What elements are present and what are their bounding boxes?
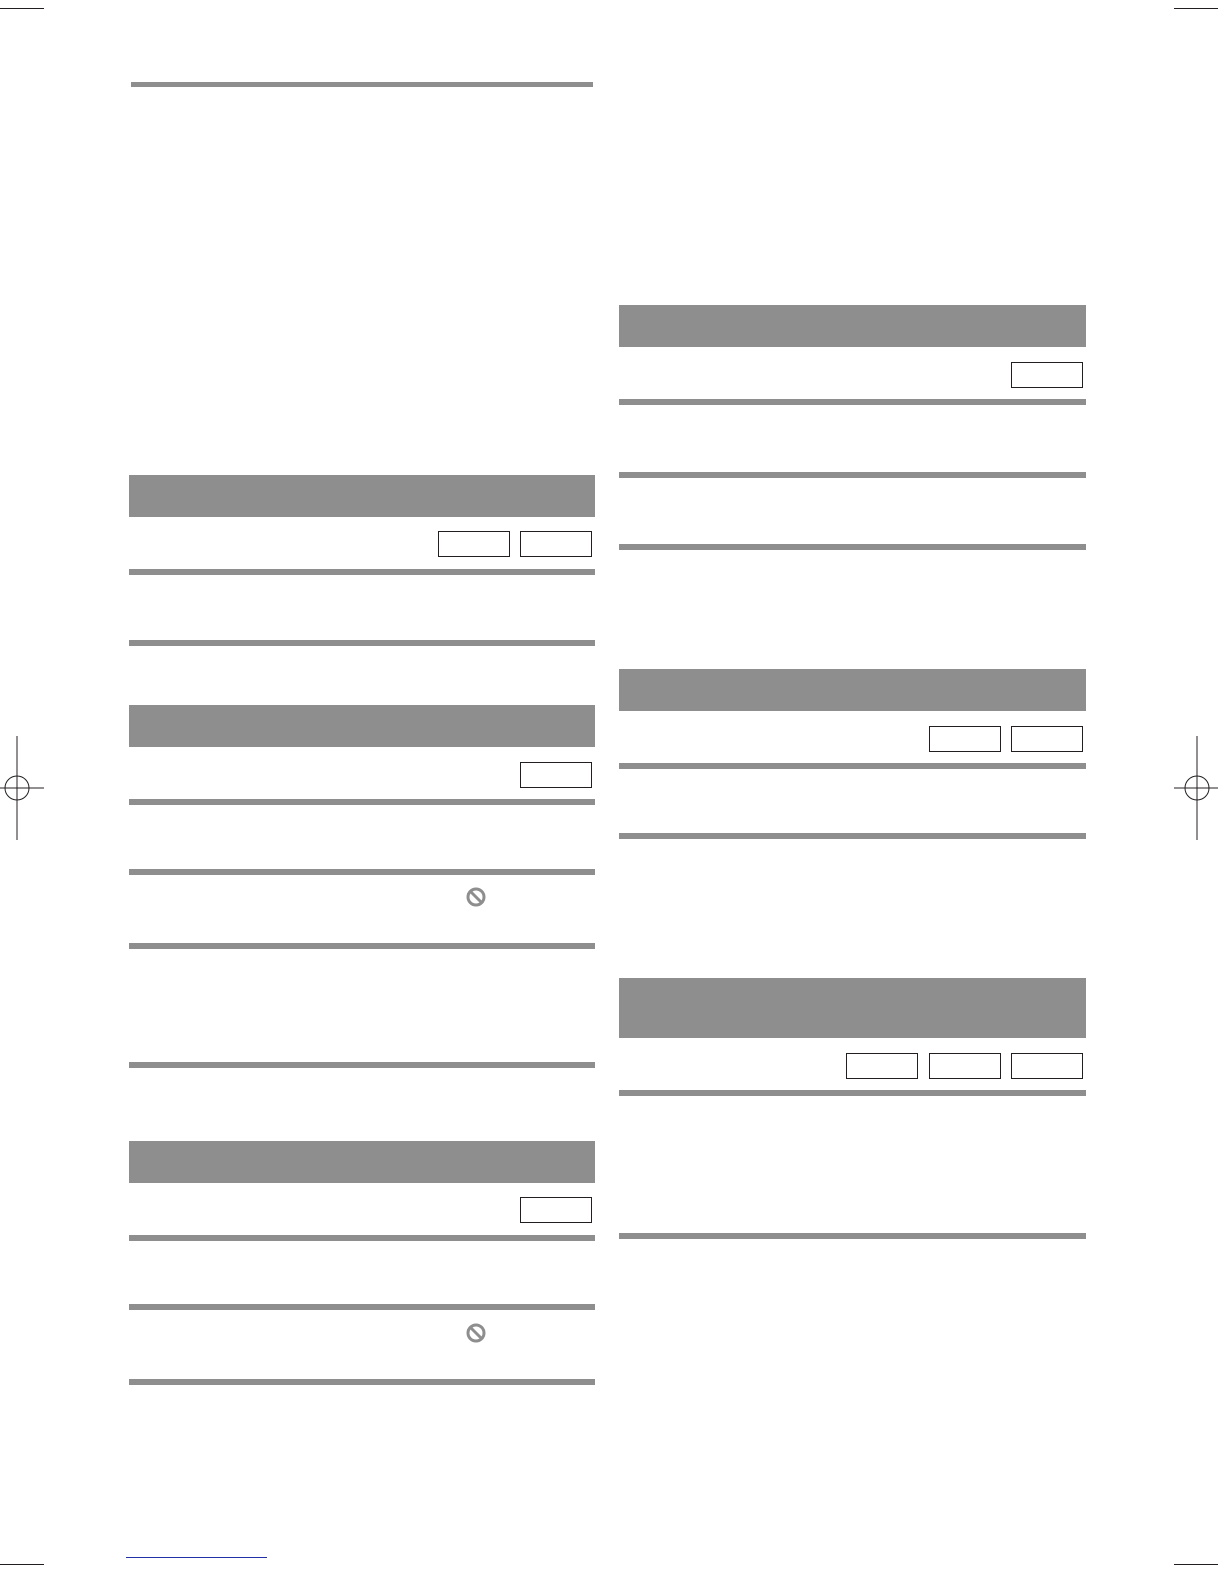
registration-mark-icon <box>0 736 44 840</box>
disc-type-button[interactable] <box>520 1197 592 1223</box>
crop-mark-bottom-right <box>1174 1564 1218 1565</box>
disc-type-button[interactable] <box>520 531 592 557</box>
prohibit-icon <box>466 887 486 907</box>
divider-rule <box>619 544 1086 550</box>
divider-rule <box>129 1062 595 1068</box>
divider-rule <box>129 799 595 805</box>
disc-type-button[interactable] <box>929 1053 1001 1079</box>
section-header <box>619 305 1086 347</box>
disc-type-button[interactable] <box>438 531 510 557</box>
disc-type-button[interactable] <box>846 1053 918 1079</box>
divider-rule <box>619 472 1086 478</box>
crop-mark-top-left <box>0 8 44 9</box>
divider-rule <box>619 833 1086 839</box>
section-header <box>129 1141 595 1183</box>
divider-rule <box>129 1379 595 1385</box>
divider-rule <box>129 1304 595 1310</box>
disc-type-button[interactable] <box>520 762 592 788</box>
disc-type-button[interactable] <box>1011 726 1083 752</box>
divider-rule <box>619 399 1086 405</box>
divider-rule <box>129 943 595 949</box>
section-header <box>129 705 595 747</box>
prohibit-icon <box>466 1323 486 1343</box>
disc-type-button[interactable] <box>1011 362 1083 388</box>
registration-mark-icon <box>1174 736 1218 840</box>
crop-mark-bottom-left <box>0 1564 44 1565</box>
disc-type-button[interactable] <box>929 726 1001 752</box>
divider-rule <box>129 569 595 575</box>
divider-rule <box>619 1233 1086 1239</box>
divider-rule <box>129 640 595 646</box>
disc-type-button[interactable] <box>1011 1053 1083 1079</box>
section-header <box>619 978 1086 1038</box>
top-rule <box>131 82 593 87</box>
section-header <box>619 669 1086 711</box>
divider-rule <box>129 1235 595 1241</box>
footer-line <box>126 1557 267 1558</box>
section-header <box>129 475 595 517</box>
divider-rule <box>619 1090 1086 1096</box>
divider-rule <box>619 763 1086 769</box>
divider-rule <box>129 869 595 875</box>
crop-mark-top-right <box>1174 8 1218 9</box>
